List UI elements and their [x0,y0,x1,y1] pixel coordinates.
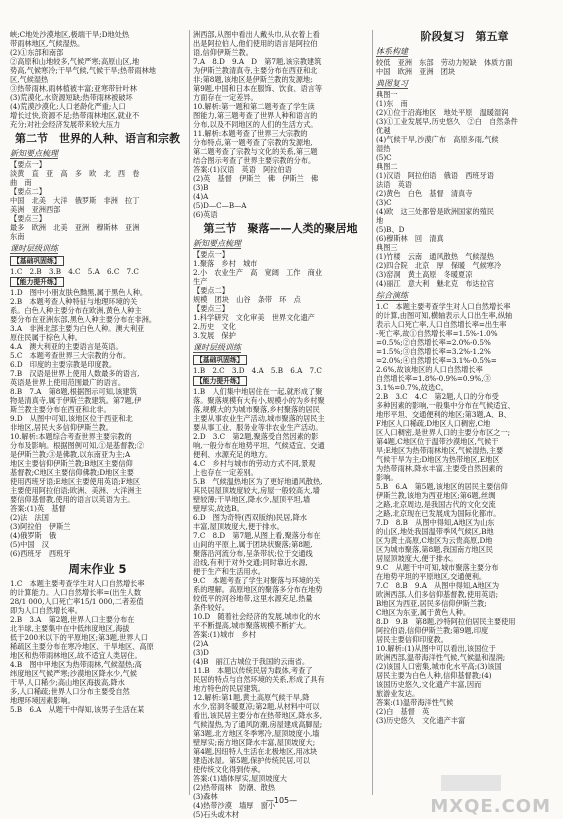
text-line: (4)欧 这三处都曾是欧洲国家的殖民 [376,207,494,216]
text-line: 9.C 本题考查了学生对聚落与环境的关 [193,576,321,585]
text-line: 分布,以及不同地区的人们的生活方式。 [193,120,318,129]
text-line: ③热带雨林,雨林植被丰富;亚寒带针叶林 [10,84,137,93]
text-line: 斯兰教主要分布在西亚和北非。 [10,405,111,414]
text-line: 8.D 9.B 第8题,沙特阿拉伯居民主要使用 [376,617,516,626]
text-line: F地区人口稀疏,D地区人口稠密,C地 [376,419,491,428]
text-line: (6)穆斯林 回 清真 [376,234,444,243]
text-line: (5)C [376,153,392,162]
ability-tag: 【能力提升练】 [193,376,247,386]
text-line: 洲西部,从图中看出人戴头巾,从衣着上看 [193,30,320,39]
text-line: 【要点三】 [193,304,229,313]
text-line: (3)①工业发展早,历史悠久 ②白 自然条件 [376,117,518,126]
text-line: 的山区,地处我国温带季风气候区,B地 [376,527,494,536]
text-line: 曲 南 [10,178,32,187]
text-line: 4.C 乡村与城市的劳动方式不同,景观 [193,459,316,468]
text-line: 7.C 8.B 9.A 从图中得知,A地区为 [376,581,500,590]
text-line: 稀疏区主要分布在寒冷地区、干旱地区、高原 [10,642,154,651]
text-line: 地形平坦、交通便利的地区;第3题,A、B、 [376,410,511,419]
basic-answers [193,366,368,375]
text-line: 条件较好。 [193,603,229,612]
text-line: 区人口稠密,是世界人口的主要分布区之一; [376,428,511,437]
column-3 [376,30,553,725]
column-2 [193,30,368,819]
text-line: 7.B 汉语是世界上使用人数最多的语言, [10,369,140,378]
text-line: (3)荒漠化,水资源短缺;热带雨林被破坏 [10,93,133,102]
text-line: 丰富,屋顶坡度大,便于排水。 [193,522,284,531]
text-line: 2.B 3.A 第2题,世界人口主要分布在 [10,615,135,624]
text-line: 壁厚实,故选B。 [193,504,244,513]
text-line: (6)英语 [193,210,218,219]
text-line: 阿拉伯语,信仰伊斯兰教;第9题,印度 [376,626,489,635]
practice-heading: 课时层级训练 [193,343,241,352]
text-line: 图能力,第三题考查了世界人种和语言的 [193,111,318,120]
text-line: 1.聚落 乡村 城市 [193,259,258,268]
text-line: (2)热带雨林 防潮、散热 [193,783,276,792]
text-line: 的计算能力。人口自然增长率=(出生人数 [10,588,142,597]
text-line: 10.解析:(1)从图中可以看出,该国位于 [376,644,496,653]
text-line: (4)热带沙漠 墙厚 窗小 [193,801,276,810]
text-line: 民居的特点与自然环境的关系,形成了具有 [193,675,325,684]
text-line: 干旱,人口稀少;高山地区海拔高,降水 [10,678,125,687]
text-line: 是伊斯兰教;③是佛教,以东南亚为主;A [10,450,131,459]
text-line: 英语是世界上使用范围最广的语言。 [10,378,126,387]
text-line: 的计算,由图可知,横轴表示人口出生率,纵轴 [376,311,513,320]
text-line: 旅游业发达。 [376,689,420,698]
text-line: 地理环境因素影响。 [10,696,75,705]
text-line: (2)①位于沿海地区 地处平原 温暖湿润 [376,108,509,117]
text-line: (1)汉语 阿拉伯语 俄语 西班牙语 [376,171,494,180]
text-line: 响,一般分布在地势平坦、气候适宜、交通 [193,441,325,450]
watermark-logo: MXQE.COM [430,796,551,817]
summary-heading: 新知要点梳理 [10,149,58,158]
text-line: 10.解析:第一题和第二题考查了学生读 [193,102,315,111]
text-line: 多,人口稀疏;世界人口分布主要受自然 [10,687,130,696]
text-line: 为伊斯兰教清真寺,主要分布在西亚和北 [193,66,318,75]
text-line: 非地区,居民大多信仰伊斯兰教。 [10,423,113,432]
ability-answers [193,387,368,819]
text-line: (1)竹楼 云南 通风散热 气候湿热 [376,252,494,261]
text-line: 在地势平坦的平原地区,交通便利。 [376,572,487,581]
text-line: -死亡率,故①自然增长率=1.5%-1.0% [376,329,498,338]
text-line: (2)该国人口密集,城市化水平高;(3)该国 [376,662,502,671]
col1-top-block [10,30,185,129]
text-line: 充分;对社会经济发展带来较大压力 [10,120,121,129]
text-line: (3)C [376,198,392,207]
text-line: 湿热 [376,144,391,153]
text-line: 气候干旱为主;D地区为热带地区,E地区 [376,455,500,464]
text-line: 1.科学研究 文化审美 世界文化遗产 [193,313,315,322]
text-line: 主要使用阿拉伯语;欧洲、美洲、大洋洲主 [10,486,142,495]
text-line: 5.B 气候温热地区为了更好地通风散热, [193,477,323,486]
text-line: 纬度地区气候严寒;沙漠地区降水少,气候 [10,669,137,678]
text-line: 便利、水源充足的地方。 [193,450,273,459]
text-line: 较低平的河谷地带,这里水源充足,热量 [193,594,313,603]
text-line: 多种因素的影响,一般集中分布在气候适宜、 [376,401,515,410]
text-line: 低于200米以下的平原地区;第3题,世界人口 [10,633,148,642]
text-line: 方面存在一定差异。 [193,93,258,102]
text-line: 第4题,因纽特人生活在北极地区,用冰块 [193,747,318,756]
text-line: 【要点一】 [10,160,46,169]
text-line: 区为城市聚落,第8题,我国南方地区民 [376,545,493,554]
text-line: 之路,北京现在已发展成为国际化都市。 [376,509,501,518]
text-line: 典图二 [376,162,398,171]
text-line: 地区主要信仰伊斯兰教;B地区主要信仰 [10,459,133,468]
text-line: 1.D 图中小朋友肤色黝黑,属于黑色人种。 [10,288,148,297]
text-line: 看出,该民居主要分布在热带地区,降水多, [193,711,323,720]
text-line: 水少,窑洞冬暖夏凉;第2题,从材料中可以 [193,702,320,711]
text-line: B地区为西亚,居民多信仰伊斯兰教; [376,599,487,608]
text-line: 第9题,中国和日本在服饰、饮食、语言等 [193,84,323,93]
text-line: 区为黄土高原,C地区为云贵高原,D地 [376,536,493,545]
text-line: =2.0%;④自然增长率=3.1%-0.5%= [376,356,497,365]
text-line: 欧洲西部,人们多信仰基督教,使用英语; [376,590,498,599]
text-line: 原住民属于棕色人种。 [10,333,82,342]
text-line: ②高原和山地较多,气候严寒;高原山区,地 [10,57,140,66]
text-line: 4.B 图中甲地区为热带雨林,气候湿热;高 [10,660,142,669]
text-line: 生产 [193,277,208,286]
text-line: 语,信仰伊斯兰教。 [193,48,253,57]
text-line: 居民主要为白色人种,信仰基督教;(4) [376,671,492,680]
text-line: 为热带雨林,降水丰富,主要受自然因素的 [376,464,503,473]
summary-block [10,160,185,241]
text-line: 之路,北京周边,是我国古代的文化交流 [376,500,496,509]
text-line: C地区为东亚,属于黄色人种。 [376,608,471,617]
text-line: 使用西班牙语;E地区主要使用英语;F地区 [10,477,141,486]
text-line: 12.解析:第1题,黄土高原气候干旱,降 [193,693,310,702]
text-line: (2)黄色 白色 基督 清真寺 [376,189,473,198]
text-line: 物是清真寺,属于伊斯兰教建筑。第7题,伊 [10,396,142,405]
text-line: 5.B 6.A 第5题,该地区的居民主要信仰 [376,482,508,491]
text-line: 中国 北美 大洋 俄罗斯 非洲 拉丁 [10,196,140,205]
text-line: 8.B 7.A 第8题,根据图示可知,该建筑 [10,387,137,396]
text-line: 壁较薄;干旱地区,降水少,屋顶平坦,墙 [193,495,311,504]
text-line: (3)森林 [193,792,218,801]
text-line: 10.解析:本题综合考查世界主要宗教的 [10,432,132,441]
text-line: 中国 欧洲 亚洲 团块 [376,67,456,76]
text-line: 11.B 本题以传统民居为载体,考查了 [193,666,313,675]
text-line: 该国历史悠久,文化遗产丰富,因而 [376,680,482,689]
text-line: 出是阿拉伯人,他们使用的语言是阿拉伯 [193,39,318,48]
text-line: 答案:(1)汉语 英语 阿拉伯语 [193,165,292,174]
basic-answers [10,267,185,276]
text-line: 典图一 [376,90,398,99]
text-line: 1.C 本题主要考查学生对人口自然增长率 [376,302,511,311]
text-line: 要信仰基督教,使用的语言以英语为主。 [10,495,135,504]
text-line: 基督教;C地区主要信仰佛教;D地区主要 [10,468,134,477]
text-line: (4)荒漠沙漠化;人口老龄化严重;人口 [10,102,126,111]
text-line: 2.D 3.C 第2题,聚落受自然因素的影 [193,432,319,441]
text-line: 1.B 2.C 3.D 4.A 5.B 6.A 7.C [193,366,322,375]
text-line: 典图三 [376,243,398,252]
text-line: 主要从事农业生产活动,城市聚落的居民主 [193,414,325,423]
text-line: 答案:(1)城市 乡村 [193,630,256,639]
text-line: 气候湿热,为了通风防潮,房屋建成高脚屋; [193,720,323,729]
column-divider [372,30,373,795]
text-line: 上也存在一定差别。 [193,468,258,477]
text-line: 伊斯兰教,该地为西亚地区;第6题,丝绸 [376,491,496,500]
text-line: 聚落沿河流分布,呈条带状;位于交通线 [193,549,313,558]
text-line: 沿线,有利于对外交通;同时靠近水源, [193,558,308,567]
summary-heading: 新知要点梳理 [193,239,241,248]
text-line: 法语 英语 [376,180,412,189]
text-line: 10.D 随着社会经济的发展,城市化的水 [193,612,321,621]
text-line: 3.A 非洲北部主要为白色人种。澳大利亚 [10,324,145,333]
text-line: (3)历史悠久 文化遗产丰富 [376,716,466,725]
text-line: 1.B 人们集中地居住在一起,就形成了聚 [193,387,323,396]
basic-tag: 【基础巩固练】 [10,256,64,266]
text-line: 非;第8题,该地区是伊斯兰教的发源地; [193,75,313,84]
text-line: 淡黄 直 亚 高 多 欧 北 西 卷 [10,169,140,178]
text-line: =0.5%;②自然增长率=2.0%-0.5% [376,338,491,347]
text-line: 2.B 本题考查人种特征与地理环境的关 [10,297,138,306]
text-line: 建造冰屋。第5题,保护传统民居,可以 [193,756,310,765]
text-line: 答案:(1)温带海洋性气候 [376,698,454,707]
text-line: (3)D [193,648,209,657]
text-line: (6)西班牙 西班牙 [10,549,71,558]
text-line: 【要点一】 [193,250,229,259]
text-line: (3)阿拉伯 伊斯兰 [10,522,71,531]
text-line: (2)①东部和南部 [10,48,64,57]
text-line: 【要点三】 [10,214,46,223]
text-line: (4)丽江 意大利 魅北克 布达拉宫 [376,279,494,288]
col2-top-block [193,30,368,219]
practice-heading: 课时层级训练 [10,244,58,253]
text-line: 2.小 农业生产 高 宽阔 工作 商业 [193,268,323,277]
page-number: —105— [265,796,298,805]
text-line: (4)A [193,192,209,201]
text-line: 区,气候湿热 [10,75,49,84]
figure-review-heading: 典图复习 [376,79,408,88]
text-line: 即为人口自然增长率。 [10,606,82,615]
weekend-homework-title: 周末作业 5 [68,562,127,576]
synthesis-heading: 综合演练 [376,291,408,300]
text-line: 2.6%,故该地区的人口自然增长率 [376,365,483,374]
text-line: 9.D 从图中可知,该地区位于西亚和北 [10,414,133,423]
text-line: 要分布在亚洲东部,黑色人种主要分布在非洲。 [10,315,157,324]
text-line: 较低 亚洲 东部 劳动力短缺 体质方面 [376,58,513,67]
text-line: 落。聚落规模有大有小,规模小的为乡村聚 [193,396,325,405]
text-line: 分布特点,第一题考查了宗教的发源地, [193,138,313,147]
summary-block [193,250,368,340]
text-line: 6.D 图为奇特(西双版纳)民居,降水 [193,513,307,522]
text-line: 5.C 本题考查世界三大宗教的分布。 [10,351,131,360]
watermark-badge [441,775,501,791]
section-title-2: 第二节 世界的人种、语言和宗教 [15,132,180,145]
text-line: 居民主要信仰印度教。 [376,635,448,644]
text-line: 第二题考查了宗教与文化的关系,第三题 [193,147,318,156]
text-line: 势高,气候寒冷;干旱气候,气候干旱;热带雨林地 [10,66,156,75]
text-line: (5)B、D [376,225,405,234]
text-line: 第3题,北方地区冬季寒冷,屋顶坡度小,墙 [193,729,320,738]
text-line: (4)俄罗斯 俄 [10,531,57,540]
text-line: 分布及影响。根据图例可知,①是基督教;② [10,441,145,450]
text-line: 优越 [376,126,391,135]
text-line: 增长过快,资源不足;热带雨林地区,就业不 [10,111,140,120]
text-line: 地 [376,216,384,225]
text-line: (5)石头或木材 [193,810,240,819]
column-1 [10,30,185,714]
text-line: 东南 [10,232,25,241]
text-line: 影响。 [376,473,398,482]
text-line: 自然增长率=1.8%-0.9%=0.9%,③ [376,374,491,383]
text-line: 11.解析:本题考查了世界三大宗教的 [193,129,308,138]
text-line: 结合图示考查了世界主要宗教的分布。 [193,156,316,165]
ability-tag: 【能力提升练】 [10,277,64,287]
text-line: (4)气候干旱,沙漠广布 高原多雨,气候 [376,135,499,144]
text-line: (2)四合院 北京 厚 保暖 气候寒冷 [376,261,502,270]
text-line: 平不断提高,城市聚落规模不断扩大。 [193,621,311,630]
text-line: 9.C 从题干中可知,城市聚落主要分布 [376,563,499,572]
text-line: 峡;C地处沙漠地区,极端干旱;D地处热 [10,30,130,39]
text-line: 【要点二】 [10,187,46,196]
text-line: (1)东 南 [376,99,408,108]
text-line: 便于生产和生活用水。 [193,567,265,576]
text-line: 居屋顶坡度大,便于排水。 [376,554,458,563]
text-line: =1.5%;③自然增长率=3.2%-1.2% [376,347,491,356]
stage-review-title: 阶段复习 第五章 [420,30,509,43]
text-line: 2.历史 文化 [193,322,236,331]
text-line: 北半球,主要集中在中低纬度地区,海拔 [10,624,130,633]
text-line: 规模 团块 山谷 条带 环 点 [193,295,301,304]
text-line: 4.A 澳大利亚的主要语言是英语。 [10,342,123,351]
text-line: (2)法 法国 [10,513,49,522]
text-line: (5)中国 汉 [10,540,49,549]
text-line: 使传统文化得到传承。 [193,765,265,774]
text-line: (3)B [193,183,209,192]
text-line: 1.C 本题主要考查学生对人口自然增长率 [10,579,145,588]
text-line: 3.发展 保护 [193,331,236,340]
ability-answers [10,288,185,558]
text-line: 3.1%=0.7%,故选C。 [376,383,448,392]
text-line: 系。白色人种主要分布在欧洲,黄色人种主 [10,306,142,315]
text-line: 壁厚实;南方地区降水丰富,屋顶坡度大; [193,738,316,747]
section-title-3: 第三节 聚落——人类的聚居地 [203,222,358,235]
text-line: 美洲 亚洲西部 [10,205,61,214]
text-line: (2)英 基督 伊斯兰 佛 伊斯兰 佛 [193,174,319,183]
text-line: 【要点二】 [193,286,229,295]
text-line: 7.C 8.D 第7题,从图上看,聚落分布在 [193,531,321,540]
synthesis-block [376,302,553,725]
text-line: 其民居屋顶坡度较大,房屋一般较高大,墙 [193,486,320,495]
text-line: 地区和热带雨林地区,故不适宜人类居住。 [10,651,142,660]
text-line: 7.D 8.B 从图中得知,A地区为山东 [376,518,495,527]
framework-block [376,58,553,76]
framework-heading: 体系构建 [376,47,408,56]
text-line: 表示人口死亡率,人口自然增长率=出生率 [376,320,507,329]
text-line: 旱;E地区为热带雨林地区,气候湿热,主要 [376,446,504,455]
text-line: 5.B 6.A 从题干中得知,该男子生活在某 [10,705,145,714]
text-line: 带雨林地区,气候湿热。 [10,39,85,48]
text-line: 7.A 8.D 9.A D 第7题,该宗教建筑 [193,57,322,66]
text-line: 28/1 000,人口死亡率15/1 000,二者差值 [10,597,144,606]
text-line: 落,规模大的为城市聚落,乡村聚落的居民 [193,405,320,414]
text-line: 最多 欧洲 北美 亚洲 穆斯林 亚洲 [10,223,140,232]
text-line: 要从事工业、服务业等非农业生产活动。 [193,423,323,432]
text-line: 山间的平原上,属于团块状聚落;第8题, [193,540,313,549]
text-line: 地方特色的民居建筑。 [193,684,265,693]
text-line: 系的理解。高原地区的聚落多分布在地势 [193,585,323,594]
text-line: (2)白 基督 英 [376,707,430,716]
text-line: (4)B 丽江古城位于我国的云南省。 [193,657,310,666]
weekend-answers [10,579,185,714]
basic-tag: 【基础巩固练】 [193,355,247,365]
text-line: 欧洲西部,温带海洋性气候,气候温和湿润; [376,653,506,662]
text-line: 2.B 3.C 4.C 第2题,人口的分布受 [376,392,499,401]
text-line: (3)窑洞 黄土高原 冬暖夏凉 [376,270,473,279]
text-line: 第4题,C地区位于温带沙漠地区,气候干 [376,437,499,446]
text-line: 答案:(1)英 基督 [10,504,66,513]
text-line: 6.D 印度的主要宗教是印度教。 [10,360,117,369]
figure-review-block [376,90,553,288]
text-line: (5)D—C—B—A [193,201,247,210]
text-line: 1.C 2.B 3.B 4.C 5.A 6.C 7.C [10,267,139,276]
text-line: (2)A [193,639,209,648]
column-divider [189,30,190,795]
text-line: 答案:(1)墙体厚实,屋顶坡度大 [193,774,287,783]
